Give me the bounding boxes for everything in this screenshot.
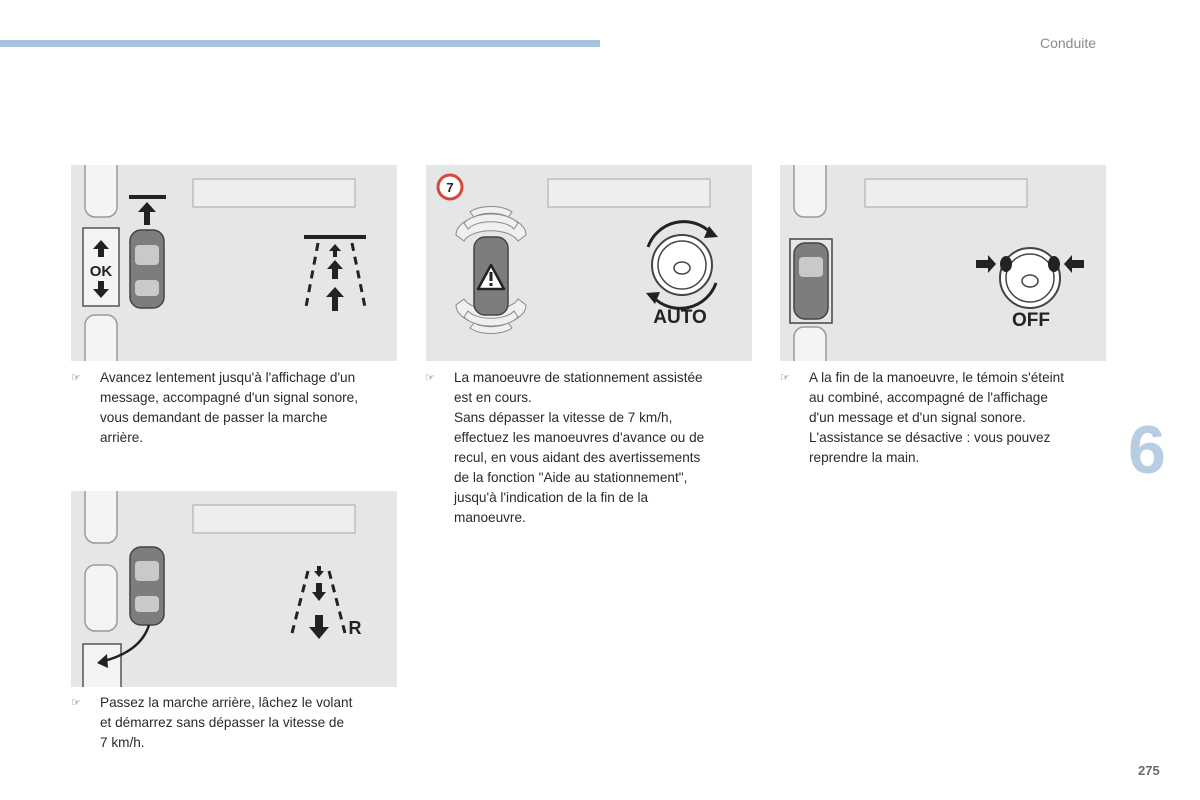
vehicle-icon — [130, 547, 164, 625]
arrow-down-icon — [309, 615, 329, 639]
figure-auto-maneuver — [426, 165, 752, 361]
reverse-gear-label: R — [348, 618, 362, 638]
speed-limit-value: 7 — [446, 180, 454, 195]
parked-car-bottom — [85, 315, 117, 361]
hand-right-icon — [1048, 256, 1060, 272]
stop-line — [129, 195, 166, 199]
caption-text: A la fin de la manoeuvre, le témoin s'éteint au combiné, accompagné de l'affichage d'un message et d'un signal sonore. L'assistance se désactive : vous pouvez reprendre la main. — [809, 370, 1064, 465]
vehicle-icon — [794, 243, 828, 319]
parked-car-top — [85, 491, 117, 543]
target-space — [83, 644, 121, 687]
reverse-diagram — [71, 491, 397, 687]
off-label: OFF — [1012, 310, 1050, 331]
display-screen — [193, 505, 355, 533]
forward-diagram — [71, 165, 397, 361]
figure-maneuver-end — [780, 165, 1106, 361]
arrow-up-icon — [327, 260, 343, 279]
display-screen — [548, 179, 710, 207]
hand-left-icon — [1000, 256, 1012, 272]
arrow-down-icon — [312, 583, 326, 601]
parked-car-top — [85, 165, 117, 217]
arrow-up-icon — [138, 202, 156, 225]
caption-text: Passez la marche arrière, lâchez le volant et démarrez sans dépasser la vitesse de 7 km/h. — [100, 695, 353, 750]
figure-forward-ok — [71, 165, 397, 361]
header-accent-bar — [0, 40, 600, 47]
section-title: Conduite — [1040, 35, 1097, 51]
auto-label: AUTO — [653, 307, 707, 328]
caption-text: La manoeuvre de stationnement assistée est en cours. Sans dépasser la vitesse de 7 km/h, effectuez les manoeuvres d'avance ou de recul, en vous aidant des avertissements de la fonction "Aide au stationnement", jusqu'à l'indication de la fin de la manoeuvre. — [454, 370, 705, 525]
hand-pointer-icon: ☞ — [425, 372, 435, 384]
caption-auto-maneuver — [425, 368, 745, 528]
chapter-number: 6 — [1128, 412, 1166, 488]
arrow-left-icon — [1064, 255, 1084, 273]
arrow-up-icon — [326, 287, 344, 311]
caption-text: Avancez lentement jusqu'à l'affichage d'un message, accompagné d'un signal sonore, vous demandant de passer la marche arrière. — [100, 370, 359, 445]
ok-label: OK — [89, 263, 113, 280]
page-number: 275 — [1138, 763, 1160, 778]
auto-maneuver-diagram — [426, 165, 752, 361]
display-screen — [193, 179, 355, 207]
caption-maneuver-end — [780, 368, 1100, 468]
hand-pointer-icon: ☞ — [71, 697, 81, 709]
maneuver-end-diagram — [780, 165, 1106, 361]
hand-pointer-icon: ☞ — [71, 372, 81, 384]
arrow-right-icon — [976, 255, 996, 273]
caption-forward — [71, 368, 391, 448]
hand-pointer-icon: ☞ — [780, 372, 790, 384]
parked-car-middle — [85, 565, 117, 631]
vehicle-icon — [130, 230, 164, 308]
caption-reverse — [71, 693, 391, 753]
parked-car-bottom — [794, 327, 826, 361]
parked-car-top — [794, 165, 826, 217]
figure-reverse — [71, 491, 397, 687]
display-screen — [865, 179, 1027, 207]
